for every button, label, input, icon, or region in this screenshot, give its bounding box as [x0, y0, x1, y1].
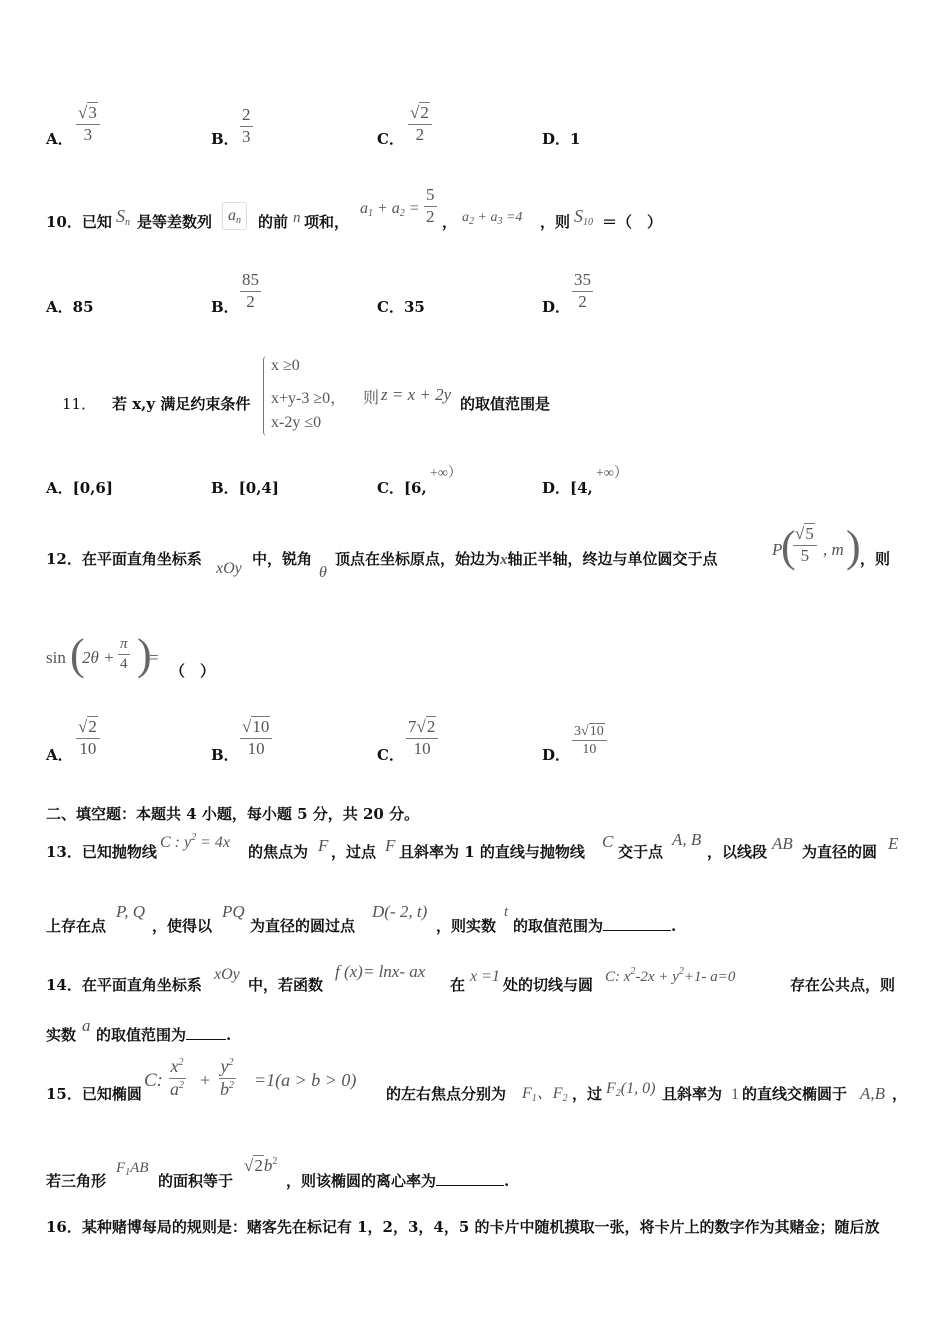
q13-points-pq: P, Q: [116, 902, 145, 921]
q14-circle: C: $x^2-2x + y^2+1-$ a=0: [605, 966, 736, 985]
q12-p-fraction: $\frac{√5}{5}$: [793, 525, 817, 565]
q12-p-m: , m: [823, 540, 844, 559]
q14-xoy: xOy: [214, 966, 240, 983]
q11-constraint-3: x-2y ≤0: [271, 414, 322, 431]
q12-pi-over-4: $\frac{\pi}{4}$: [120, 636, 128, 672]
q10-tail: ＝（ ）: [602, 213, 663, 231]
q11-option-a: A．[0,6]: [46, 479, 113, 497]
q13-e: E: [888, 834, 899, 853]
q12-text4: ，则: [860, 550, 891, 568]
q13-t: t: [504, 904, 509, 920]
q13-text4: 交于点: [618, 843, 664, 861]
q10-eq2: $a_2 + a_3 =4$: [462, 210, 523, 227]
q15-x2-over-a2: $\frac{x^2}{a^2}$: [170, 1056, 184, 1099]
q11-constraint-2: x+y-3 ≥0，: [271, 390, 347, 407]
q10-an: $a_n$: [222, 202, 247, 230]
q14-text2: 在: [450, 976, 466, 994]
q15-plus: +: [200, 1070, 211, 1090]
q15-l2-text1: 若三角形: [46, 1172, 107, 1190]
q10-comma: ，: [442, 213, 458, 231]
q15-rhs: =1(a > b > 0): [254, 1070, 357, 1090]
q10-b-fraction: $\frac{85}{2}$: [242, 270, 259, 311]
q14-text3: 处的切线与圆: [503, 976, 594, 994]
q9-option-d: D．1: [542, 130, 581, 148]
q15-ab: A,B: [860, 1084, 886, 1103]
q13-text5: ，以线段: [707, 843, 768, 861]
q12-sin: sin: [46, 648, 66, 667]
q10-n: n: [293, 210, 301, 226]
q12-theta: θ: [319, 564, 327, 581]
q12-prefix: 12．在平面直角坐标系: [46, 550, 202, 568]
q13-text1: 的焦点为: [248, 843, 309, 861]
q13-l2-text3: 为直径的圆过点: [250, 917, 356, 935]
q15-l2-text3: ，则该椭圆的离心率为 .: [286, 1172, 510, 1190]
q12-b-fraction: $\frac{√10}{10}$: [240, 718, 272, 758]
q12-xoy: xOy: [216, 560, 242, 577]
q11-objective: z = x + 2y: [381, 385, 452, 404]
q12-text2: 顶点在坐标原点，始边为x轴正半轴，终边与单位圆交于点: [335, 550, 718, 568]
q9-b-fraction: $\frac{2}{3}$: [242, 105, 251, 146]
q12-d-fraction: $\frac{3√10}{10}$: [572, 724, 607, 758]
q10-text3: 项和，: [304, 213, 350, 231]
q13-prefix: 13．已知抛物线: [46, 843, 157, 861]
q10-d-fraction: $\frac{35}{2}$: [574, 270, 591, 311]
q9-option-a: A．: [46, 130, 73, 148]
q12-sin-rparen: ): [137, 630, 152, 679]
q13-segment-pq: PQ: [222, 902, 245, 921]
q16-text: 16．某种赌博每局的规则是：赌客先在标记有 1，2，3，4，5 的卡片中随机摸取一张，将卡片上的数字作为其赌金；随后放: [46, 1218, 880, 1236]
q15-l2-text2: 的面积等于: [158, 1172, 234, 1190]
q13-l2-text1: 上存在点: [46, 917, 107, 935]
q10-option-b: B．: [211, 298, 239, 316]
q9-a-fraction: $\frac{√3}{3}$: [76, 104, 100, 144]
q13-point-d: D(- 2, t): [372, 902, 428, 921]
q13-text3: 且斜率为 1 的直线与抛物线: [399, 843, 585, 861]
q12-p-lparen: (: [781, 522, 796, 571]
q15-foci: $F_1$、$F_2$: [522, 1085, 568, 1104]
q15-text4: 的直线交椭圆于: [742, 1085, 848, 1103]
q13-l2-text4: ，则实数: [436, 917, 497, 935]
q13-f: F: [318, 836, 329, 855]
q11-number: 11．: [62, 395, 97, 413]
section-2-heading: 二、填空题：本题共 4 小题，每小题 5 分，共 20 分。: [46, 805, 420, 823]
q11-c-infinity: +∞）: [430, 466, 462, 481]
q10-option-d: D．: [542, 298, 571, 316]
q13-text6: 为直径的圆: [802, 843, 878, 861]
q14-function: f (x)= lnx- ax: [335, 962, 426, 981]
q13-c: C: [602, 832, 614, 851]
q10-option-a: A．85: [46, 298, 94, 316]
q11-option-d: D．[4,: [542, 479, 593, 497]
q14-x1: x =1: [470, 968, 500, 985]
q14-a: a: [82, 1016, 91, 1035]
q11-text1: 若 x,y 满足约束条件: [112, 395, 251, 413]
q15-c: C:: [144, 1070, 163, 1091]
q13-l2-text5: 的取值范围为 .: [513, 917, 677, 935]
q14-l2-text1: 实数: [46, 1026, 77, 1044]
q10-eq1-frac: $\frac{5}{2}$: [426, 185, 435, 226]
q13-l2-text2: ，使得以: [152, 917, 213, 935]
q10-eq1-lhs: $a_1 + a_2$ =: [360, 200, 420, 219]
q12-option-d: D．: [542, 746, 571, 764]
q11-then: 则: [363, 390, 380, 407]
q15-y2-over-b2: $\frac{y^2}{b^2}$: [220, 1056, 234, 1099]
q12-tail: （ ）: [170, 662, 216, 680]
q11-option-b: B．[0,4]: [211, 479, 279, 497]
q14-l2-text2: 的取值范围为 .: [96, 1026, 232, 1044]
q12-sin-lparen: (: [70, 630, 85, 679]
q15-prefix: 15．已知椭圆: [46, 1085, 142, 1103]
q14-text1: 中，若函数: [248, 976, 324, 994]
q10-text4: ，则: [540, 213, 571, 231]
q11-option-c: C．[6,: [377, 479, 427, 497]
q12-p-rparen: ): [846, 522, 861, 571]
q11-text2: 的取值范围是: [460, 395, 551, 413]
q12-a-fraction: $\frac{√2}{10}$: [76, 718, 100, 758]
q12-two-theta: 2θ +: [82, 648, 115, 667]
q12-text1: 中，锐角: [252, 550, 313, 568]
q9-option-c: C．: [377, 130, 404, 148]
q10-sn: $S_n$: [116, 206, 130, 228]
q12-option-b: B．: [211, 746, 239, 764]
q13-points-ab: A, B: [672, 830, 702, 849]
q10-text1: 是等差数列: [137, 213, 213, 231]
q10-s10: $S_{10}$: [574, 206, 593, 228]
q15-slope: 1: [731, 1086, 739, 1103]
q10-text2: 的前: [258, 213, 289, 231]
q15-text3: 且斜率为: [662, 1085, 723, 1103]
q12-option-a: A．: [46, 746, 73, 764]
q15-text2: ，过: [572, 1085, 603, 1103]
q13-text2: ，过点: [331, 843, 377, 861]
q9-c-fraction: $\frac{√2}{2}$: [408, 104, 432, 144]
q10-prefix: 10．已知: [46, 213, 112, 231]
q10-option-c: C．35: [377, 298, 425, 316]
q14-prefix: 14．在平面直角坐标系: [46, 976, 202, 994]
q15-area: $√2b^2$: [244, 1156, 278, 1175]
q13-parabola: C : $y^2 = 4x$: [160, 832, 231, 851]
q11-d-infinity: +∞）: [596, 466, 628, 481]
q12-point-p: P: [772, 540, 783, 559]
q9-option-b: B．: [211, 130, 239, 148]
q14-text4: 存在公共点，则: [790, 976, 896, 994]
q13-f2: F: [385, 836, 396, 855]
q15-triangle: $F_1AB$: [116, 1160, 149, 1178]
q15-text1: 的左右焦点分别为: [386, 1085, 507, 1103]
q11-brace: [263, 356, 270, 436]
q15-f2-point: $F_2(1$, 0): [606, 1080, 656, 1099]
q13-segment-ab: AB: [772, 834, 793, 853]
q12-c-fraction: $\frac{7√2}{10}$: [406, 718, 438, 758]
q12-option-c: C．: [377, 746, 404, 764]
q15-text5: ，: [892, 1085, 908, 1103]
q11-constraint-1: x ≥0: [271, 357, 300, 374]
q12-equals: =: [149, 648, 159, 667]
